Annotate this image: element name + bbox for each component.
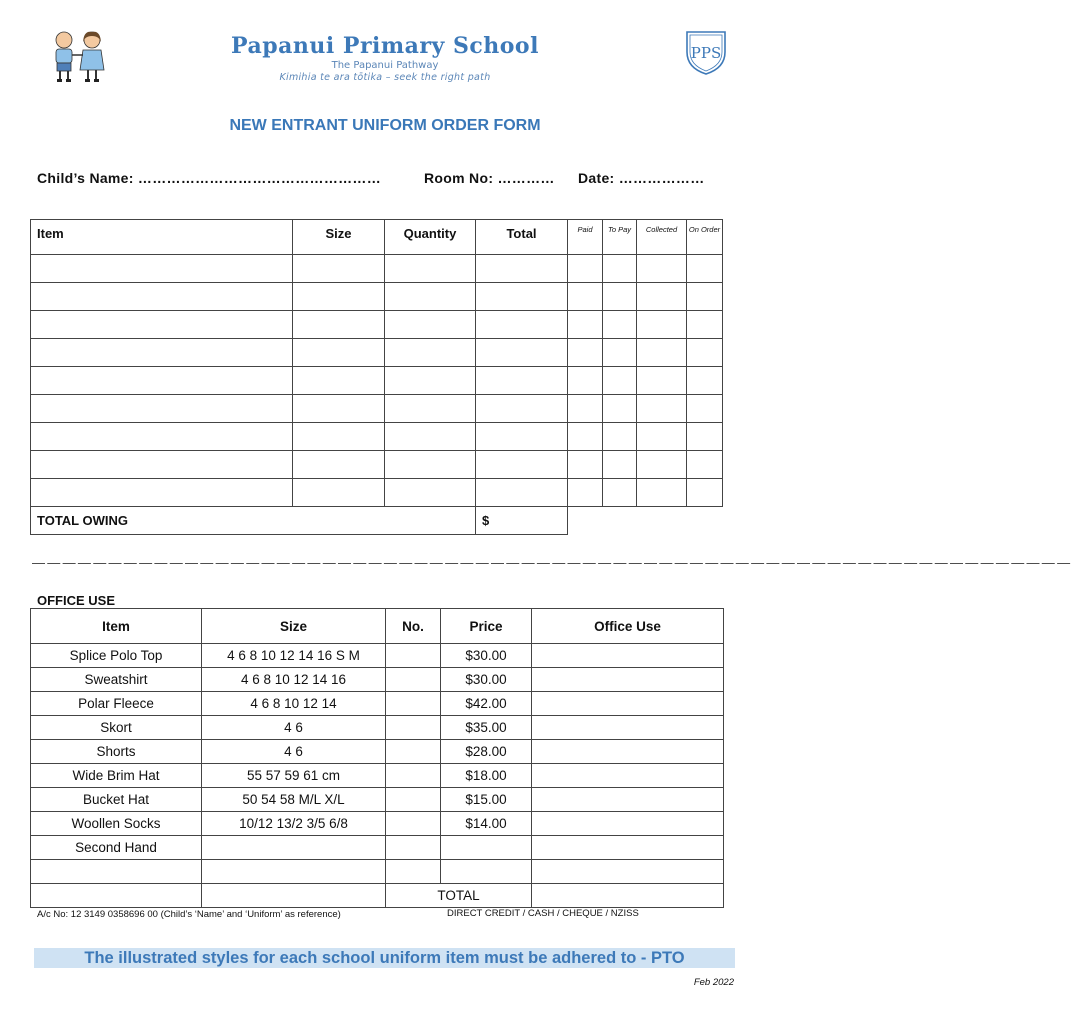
office-header-size: Size [202,609,386,644]
child-name-field[interactable]: Child’s Name: …………………………………………… [37,170,382,186]
price-row: Woollen Socks 10/12 13/2 3/5 6/8 $14.00 [31,812,724,836]
header-total: Total [476,220,568,255]
account-number: A/c No: 12 3149 0358696 00 (Child’s ‘Name’ and ‘Uniform’ as reference) [37,909,341,920]
order-table [30,219,723,535]
total-owing-value[interactable]: $ [476,507,568,535]
price-row: Bucket Hat 50 54 58 M/L X/L $15.00 [31,788,724,812]
form-title: NEW ENTRANT UNIFORM ORDER FORM [229,117,541,134]
order-row[interactable] [31,395,723,423]
header-item: Item [31,220,293,255]
room-number-field[interactable]: Room No: ………… [424,170,555,186]
price-row: Second Hand [31,836,724,860]
office-header-item: Item [31,609,202,644]
price-row-blank [31,860,724,884]
price-row: Splice Polo Top 4 6 8 10 12 14 16 S M $30.00 [31,644,724,668]
order-row[interactable] [31,451,723,479]
order-row[interactable] [31,339,723,367]
office-use-label: OFFICE USE [37,593,116,608]
school-name: Papanui Primary School [231,33,539,59]
header-to-pay: To Pay [603,220,637,255]
header-quantity: Quantity [385,220,476,255]
crest-text: PPS [690,44,722,62]
school-subtitle: The Papanui Pathway [331,60,439,71]
office-header-no: No. [386,609,441,644]
header-on-order: On Order [687,220,723,255]
price-row: Polar Fleece 4 6 8 10 12 14 $42.00 [31,692,724,716]
school-motto: Kimihia te ara tōtika – seek the right path [279,72,491,83]
footer-date: Feb 2022 [693,977,734,988]
office-header-office-use: Office Use [532,609,724,644]
order-row[interactable] [31,423,723,451]
header-paid: Paid [568,220,603,255]
total-owing-label: TOTAL OWING [31,507,476,535]
office-header-price: Price [441,609,532,644]
order-row[interactable] [31,479,723,507]
styles-notice-banner: The illustrated styles for each school uniform item must be adhered to - PTO [34,948,735,968]
order-row[interactable] [31,311,723,339]
order-row[interactable] [31,255,723,283]
header-size: Size [293,220,385,255]
header-collected: Collected [637,220,687,255]
price-row: Skort 4 6 $35.00 [31,716,724,740]
price-row: Wide Brim Hat 55 57 59 61 cm $18.00 [31,764,724,788]
date-field[interactable]: Date: ……………… [578,170,705,186]
price-row: Sweatshirt 4 6 8 10 12 14 16 $30.00 [31,668,724,692]
office-total-label: TOTAL [386,884,532,908]
office-price-table [30,608,724,908]
order-row[interactable] [31,283,723,311]
order-row[interactable] [31,367,723,395]
cut-line-divider: ———————————————————————————————————————————————————————————————————— [32,555,1072,570]
price-row: Shorts 4 6 $28.00 [31,740,724,764]
payment-methods: DIRECT CREDIT / CASH / CHEQUE / NZISS [447,908,639,919]
pps-shield-crest [683,28,729,76]
